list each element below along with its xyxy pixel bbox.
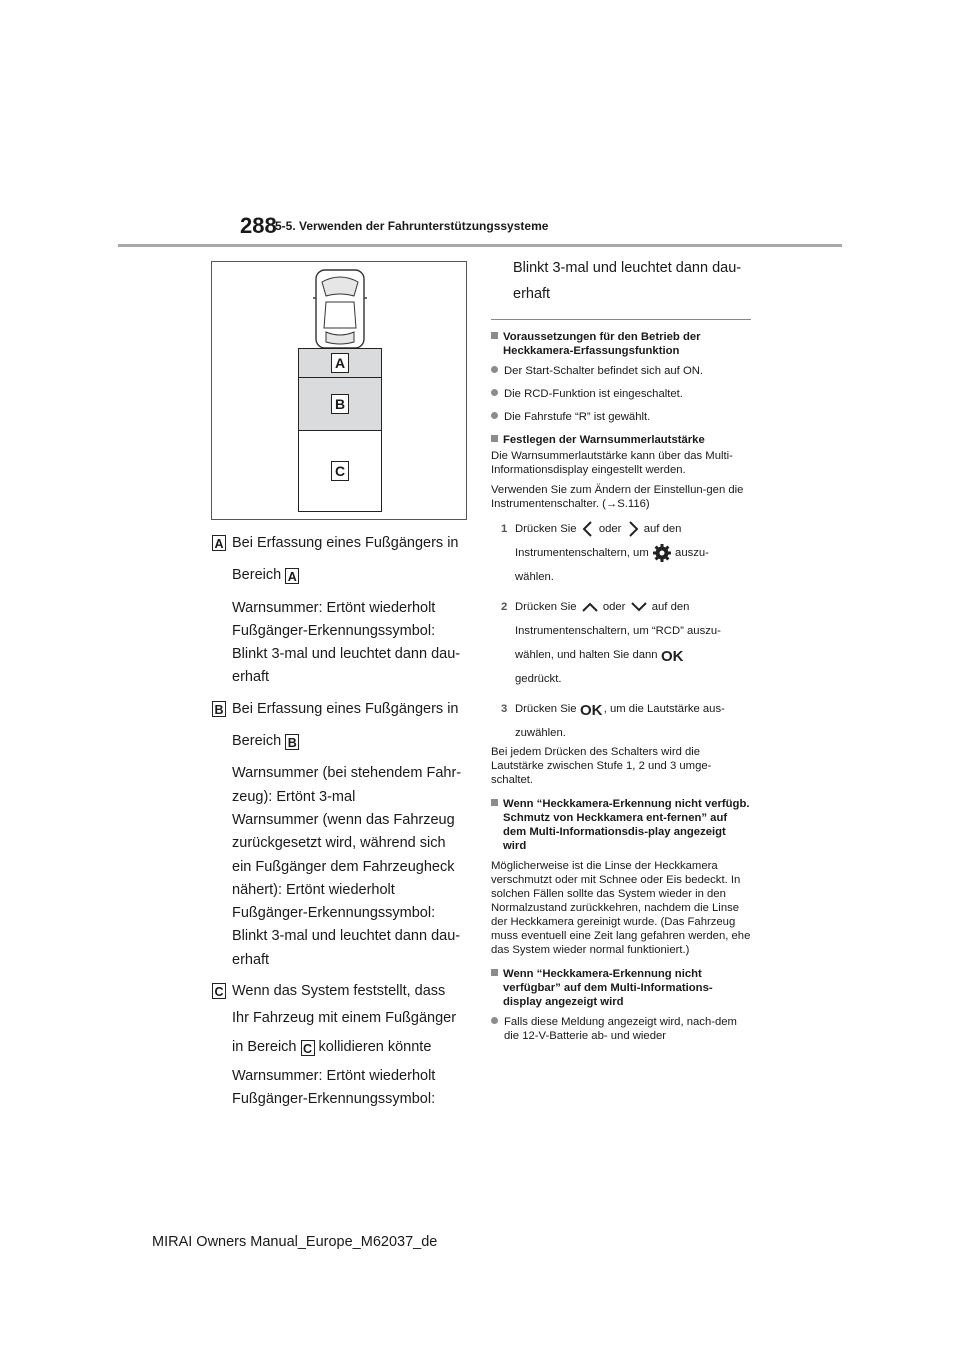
bullet-icon	[491, 389, 498, 396]
footer: MIRAI Owners Manual_Europe_M62037_de	[152, 1234, 438, 1250]
svg-text:OK: OK	[579, 701, 603, 716]
zone-descriptions	[212, 532, 474, 1120]
zone-c-marker: C	[212, 983, 226, 999]
text-line: Fußgänger-Erkennungssymbol:	[232, 905, 436, 922]
paragraph: Bei jedem Drücken des Schalters wird die Lautstärke zwischen Stufe 1, 2 und 3 umge-schaltet.	[491, 745, 712, 786]
gear-icon	[652, 543, 672, 563]
square-bullet-icon	[491, 435, 498, 442]
square-bullet-icon	[491, 332, 498, 339]
text-line: Warnsummer: Ertönt wiederholt	[232, 599, 436, 616]
zone-a-description	[212, 532, 474, 690]
chevron-down-icon	[629, 599, 649, 615]
text-line: in Bereich C kollidieren könnte	[232, 1038, 432, 1056]
text-line: Blinkt 3-mal und leuchtet dann dau-	[513, 260, 742, 276]
zone-a-marker: A	[212, 535, 226, 551]
right-column	[491, 257, 751, 1052]
section-heading-volume: Festlegen der Warnsummerlautstärke	[491, 433, 751, 447]
text-line: Warnsummer (wenn das Fahrzeug	[232, 811, 455, 828]
text-line: erhaft	[232, 669, 270, 686]
chevron-up-icon	[580, 599, 600, 615]
text-line: Blinkt 3-mal und leuchtet dann dau-	[232, 928, 461, 945]
list-item: Falls diese Meldung angezeigt wird, nach-dem die 12-V-Batterie ab- und wieder	[491, 1015, 751, 1043]
vehicle-icon	[310, 268, 370, 350]
text-line: Bei Erfassung eines Fußgängers in	[232, 700, 459, 717]
chapter-title: 5-5. Verwenden der Fahrunterstützungssysteme	[275, 219, 549, 233]
bullet-icon	[491, 412, 498, 419]
square-bullet-icon	[491, 799, 498, 806]
text-line: Fußgänger-Erkennungssymbol:	[232, 622, 436, 639]
zone-a-inline-marker: A	[285, 568, 299, 584]
paragraph: Verwenden Sie zum Ändern der Einstellun-gen die Instrumentenschalter. (→S.116)	[491, 483, 744, 510]
paragraph: Die Warnsummerlautstärke kann über das Multi-Informationsdisplay eingestellt werden.	[491, 449, 733, 476]
zone-b-label: B	[331, 394, 349, 414]
section-divider	[491, 319, 751, 320]
text-line: nähert): Ertönt wiederholt	[232, 881, 395, 898]
step-number: 2	[501, 600, 508, 613]
zone-c-inline-marker: C	[301, 1040, 315, 1056]
zone-b-inline-marker: B	[285, 734, 299, 750]
zone-c	[298, 430, 382, 512]
bullet-icon	[491, 1017, 498, 1024]
ok-button-icon	[661, 648, 685, 662]
list-item: Die Fahrstufe “R” ist gewählt.	[491, 410, 751, 424]
section-heading-requirements: Voraussetzungen für den Betrieb der Heckkamera-Erfassungsfunktion	[491, 330, 751, 358]
chevron-right-icon	[625, 519, 641, 539]
square-bullet-icon	[491, 969, 498, 976]
ok-button-icon	[580, 702, 604, 716]
step-3: 3 Drücken Sie OK , um die Lautstärke aus- zuwählen.	[491, 697, 751, 745]
zone-b-description	[212, 698, 474, 972]
zone-b-marker: B	[212, 701, 226, 717]
text-line: Bereich A	[232, 564, 474, 587]
continuation-text	[491, 257, 751, 307]
detection-zone-figure	[211, 261, 467, 520]
zone-c-description	[212, 980, 474, 1111]
page-number: 288	[240, 213, 277, 238]
text-line: zeug): Ertönt 3-mal	[232, 788, 356, 805]
text-line: Blinkt 3-mal und leuchtet dann dau-	[232, 646, 461, 663]
step-1: 1 Drücken Sie oder auf den Instrumentenschaltern, um auszu- wählen.	[491, 517, 751, 589]
text-line: Wenn das System feststellt, dass	[232, 983, 446, 1000]
svg-text:OK: OK	[660, 647, 684, 662]
chevron-left-icon	[580, 519, 596, 539]
step-number: 3	[501, 702, 508, 715]
zone-a	[298, 348, 382, 378]
step-2: 2 Drücken Sie oder auf den Instrumentenschaltern, um “RCD” auszu- wählen, und halten Sie dann OK gedrückt.	[491, 595, 751, 691]
text-line: zurückgesetzt wird, während sich	[232, 835, 446, 852]
text-line: erhaft	[232, 951, 270, 968]
zone-a-label: A	[331, 353, 349, 373]
step-number: 1	[501, 522, 508, 535]
bullet-icon	[491, 366, 498, 373]
list-item: Der Start-Schalter befindet sich auf ON.	[491, 364, 751, 378]
text-line: Ihr Fahrzeug mit einem Fußgänger	[232, 1010, 457, 1027]
text-line: Bereich B	[232, 730, 474, 753]
list-item: Die RCD-Funktion ist eingeschaltet.	[491, 387, 751, 401]
paragraph: Möglicherweise ist die Linse der Heckkamera verschmutzt oder mit Schnee oder Eis bedeckt. In solchen Fällen sollte das System wieder in den Normalzustand zurückkehren, nachdem die Linse der Heckkamera gereinigt wurde. (Das Fahrzeug muss eventuell eine Zeit lang gefahren werden, ehe das System wieder normal funktioniert.)	[491, 859, 751, 956]
section-heading-camera-unavailable: Wenn “Heckkamera-Erkennung nicht verfügbar” auf dem Multi-Informations-display angezeigt wird	[491, 967, 751, 1009]
section-heading-camera-dirty: Wenn “Heckkamera-Erkennung nicht verfügb. Schmutz von Heckkamera ent-fernen” auf dem Multi-Informationsdis-play angezeigt wird	[491, 797, 751, 853]
zone-b	[298, 377, 382, 431]
text-line: ein Fußgänger dem Fahrzeugheck	[232, 858, 455, 875]
text-line: Bei Erfassung eines Fußgängers in	[232, 535, 459, 551]
text-line: Fußgänger-Erkennungssymbol:	[232, 1091, 436, 1108]
text-line: Warnsummer: Ertönt wiederholt	[232, 1067, 436, 1084]
text-line: erhaft	[513, 286, 551, 303]
zone-c-label: C	[331, 461, 349, 481]
text-line: Warnsummer (bei stehendem Fahr-	[232, 765, 462, 782]
header-rule	[118, 244, 842, 247]
